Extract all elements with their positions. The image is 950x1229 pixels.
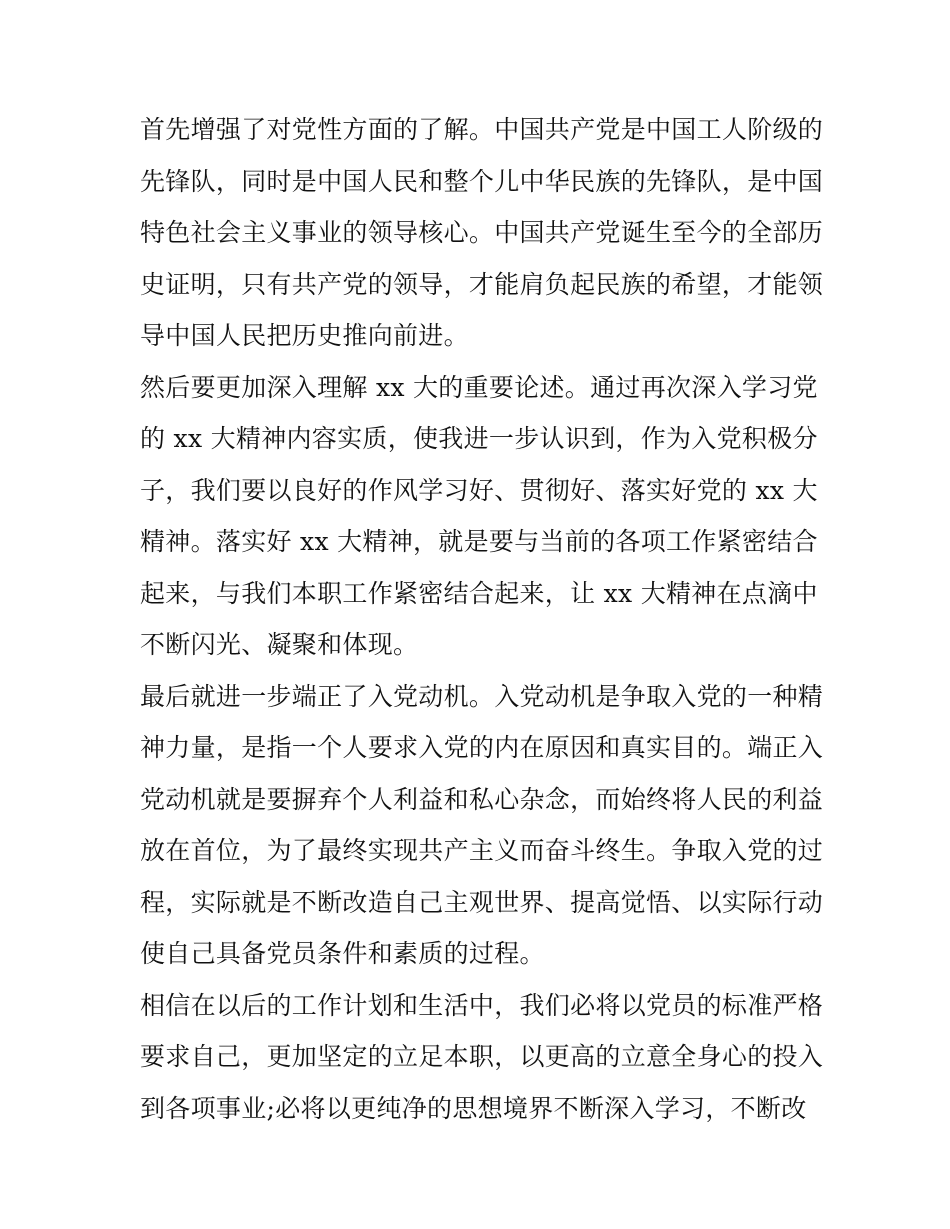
text-line: 精神。落实好 xx 大精神，就是要与当前的各项工作紧密结合	[140, 527, 818, 556]
document-body	[140, 104, 824, 1134]
text-line: 起来，与我们本职工作紧密结合起来，让 xx 大精神在点滴中	[140, 578, 818, 608]
paragraph-motivation	[140, 671, 824, 980]
text-line: 首先增强了对党性方面的了解。中国共产党是中国工人阶级的	[140, 115, 824, 144]
text-line: 不断闪光、凝聚和体现。	[140, 630, 419, 659]
text-line: 神力量，是指一个人要求入党的内在原因和真实目的。端正入	[140, 733, 824, 762]
text-line: 导中国人民把历史推向前进。	[140, 321, 469, 350]
text-line: 程，实际就是不断改造自己主观世界、提高觉悟、以实际行动	[140, 887, 824, 917]
paragraph-congress-spirit	[140, 362, 820, 671]
text-line: 史证明，只有共产党的领导，才能肩负起民族的希望，才能领	[140, 269, 824, 299]
text-line: 特色社会主义事业的领导核心。中国共产党诞生至今的全部历	[140, 218, 824, 247]
text-line: 的 xx 大精神内容实质，使我进一步认识到，作为入党积极分	[140, 424, 818, 453]
text-line: 要求自己，更加坚定的立足本职，以更高的立意全身心的投入	[140, 1042, 824, 1071]
text-line: 子，我们要以良好的作风学习好、贯彻好、落实好党的 xx 大	[140, 475, 818, 505]
paragraph-future-commitment	[140, 980, 824, 1135]
text-line: 到各项事业;必将以更纯净的思想境界不断深入学习，不断改	[140, 1093, 807, 1123]
text-line: 先锋队，同时是中国人民和整个儿中华民族的先锋队，是中国	[140, 166, 824, 196]
text-line: 党动机就是要摒弃个人利益和私心杂念，而始终将人民的利益	[140, 784, 824, 814]
paragraph-party-understanding	[140, 104, 824, 362]
text-line: 最后就进一步端正了入党动机。入党动机是争取入党的一种精	[140, 681, 824, 711]
text-line: 使自己具备党员条件和素质的过程。	[140, 939, 545, 968]
text-line: 相信在以后的工作计划和生活中，我们必将以党员的标准严格	[140, 990, 824, 1020]
text-line: 然后要更加深入理解 xx 大的重要论述。通过再次深入学习党	[140, 372, 818, 402]
text-line: 放在首位，为了最终实现共产主义而奋斗终生。争取入党的过	[140, 836, 824, 865]
